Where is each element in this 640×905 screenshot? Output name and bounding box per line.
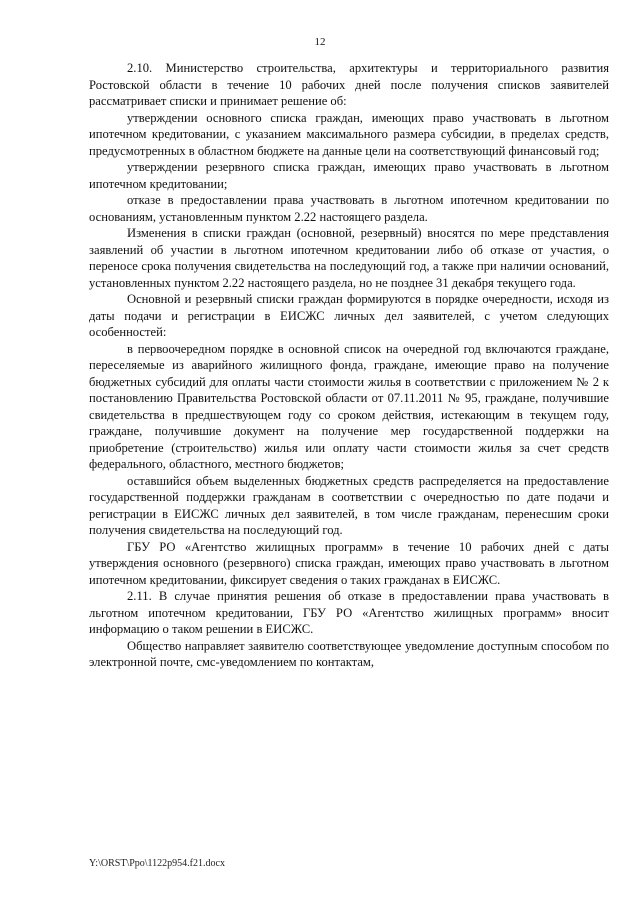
paragraph-refusal: отказе в предоставлении права участвовать в льготном ипотечном кредитовании по основаниям, установленным пунктом 2.22 настоящего раздела. <box>89 193 609 224</box>
paragraph-remaining-funds: оставшийся объем выделенных бюджетных средств распределяется на предоставление государственной поддержки гражданам в соответствии с очередностью по дате подачи и регистрации в ЕИСЖС личных дел заявителей, в том числе гражданам, перенесшим сроки получения свидетельства на последующий год. <box>89 473 609 537</box>
paragraph-list-changes: Изменения в списки граждан (основной, резервный) вносятся по мере представления заявлений об участии в льготном ипотечном кредитовании либо об отказе от участия, о переносе срока получения свидетельства на последующий год, а также при наличии оснований, установленных пунктом 2.22 настоящего раздела, но не позднее 31 декабря текущего года. <box>89 226 609 290</box>
document-body <box>89 60 609 671</box>
paragraph-2-10-intro: 2.10. Министерство строительства, архитектуры и территориального развития Ростовской области в течение 10 рабочих дней после получения списков заявителей рассматривает списки и принимает решение об: <box>89 61 609 108</box>
paragraph-reserve-list: утверждении резервного списка граждан, имеющих право участвовать в льготном ипотечном кредитовании; <box>89 160 609 191</box>
page-number: 12 <box>314 36 326 48</box>
paragraph-notification: Общество направляет заявителю соответствующее уведомление доступным способом по электронной почте, смс-уведомлением по контактам, <box>89 638 609 669</box>
paragraph-list-formation: Основной и резервный списки граждан формируются в порядке очередности, исходя из даты подачи и регистрации в ЕИСЖС личных дел заявителей, с учетом следующих особенностей: <box>89 292 609 339</box>
paragraph-priority-order: в первоочередном порядке в основной список на очередной год включаются граждане, переселяемые из аварийного жилищного фонда, граждане, имеющие право на получение бюджетных субсидий для оплаты части стоимости жилья в соответствии с приложением № 2 к постановлению Правительства Ростовской области от 07.11.2011 № 95, граждане, получившие свидетельства в предшествующем году со сроком действия, истекающим в текущем году, граждане, получившие документ на получение мер государственной поддержки на приобретение (строительство) жилья или оплату части стоимости жилья за счет средств федерального, областного, местного бюджетов; <box>89 341 609 471</box>
paragraph-2-11-refusal-info: 2.11. В случае принятия решения об отказе в предоставлении права участвовать в льготном ипотечном кредитовании, ГБУ РО «Агентство жилищных программ» вносит информацию о таком решении в ЕИСЖС. <box>89 589 609 636</box>
paragraph-main-list: утверждении основного списка граждан, имеющих право участвовать в льготном ипотечном кредитовании, с указанием максимального размера субсидии, в пределах средств, предусмотренных в областном бюджете на данные цели на соответствующий финансовый год; <box>89 110 609 158</box>
footer-file-path: Y:\ORST\Ppo\1122p954.f21.docx <box>89 858 225 869</box>
paragraph-agency-records: ГБУ РО «Агентство жилищных программ» в течение 10 рабочих дней с даты утверждения основного (резервного) списка граждан, имеющих право участвовать в льготном ипотечном кредитовании, фиксирует сведения о таких гражданах в ЕИСЖС. <box>89 539 609 587</box>
